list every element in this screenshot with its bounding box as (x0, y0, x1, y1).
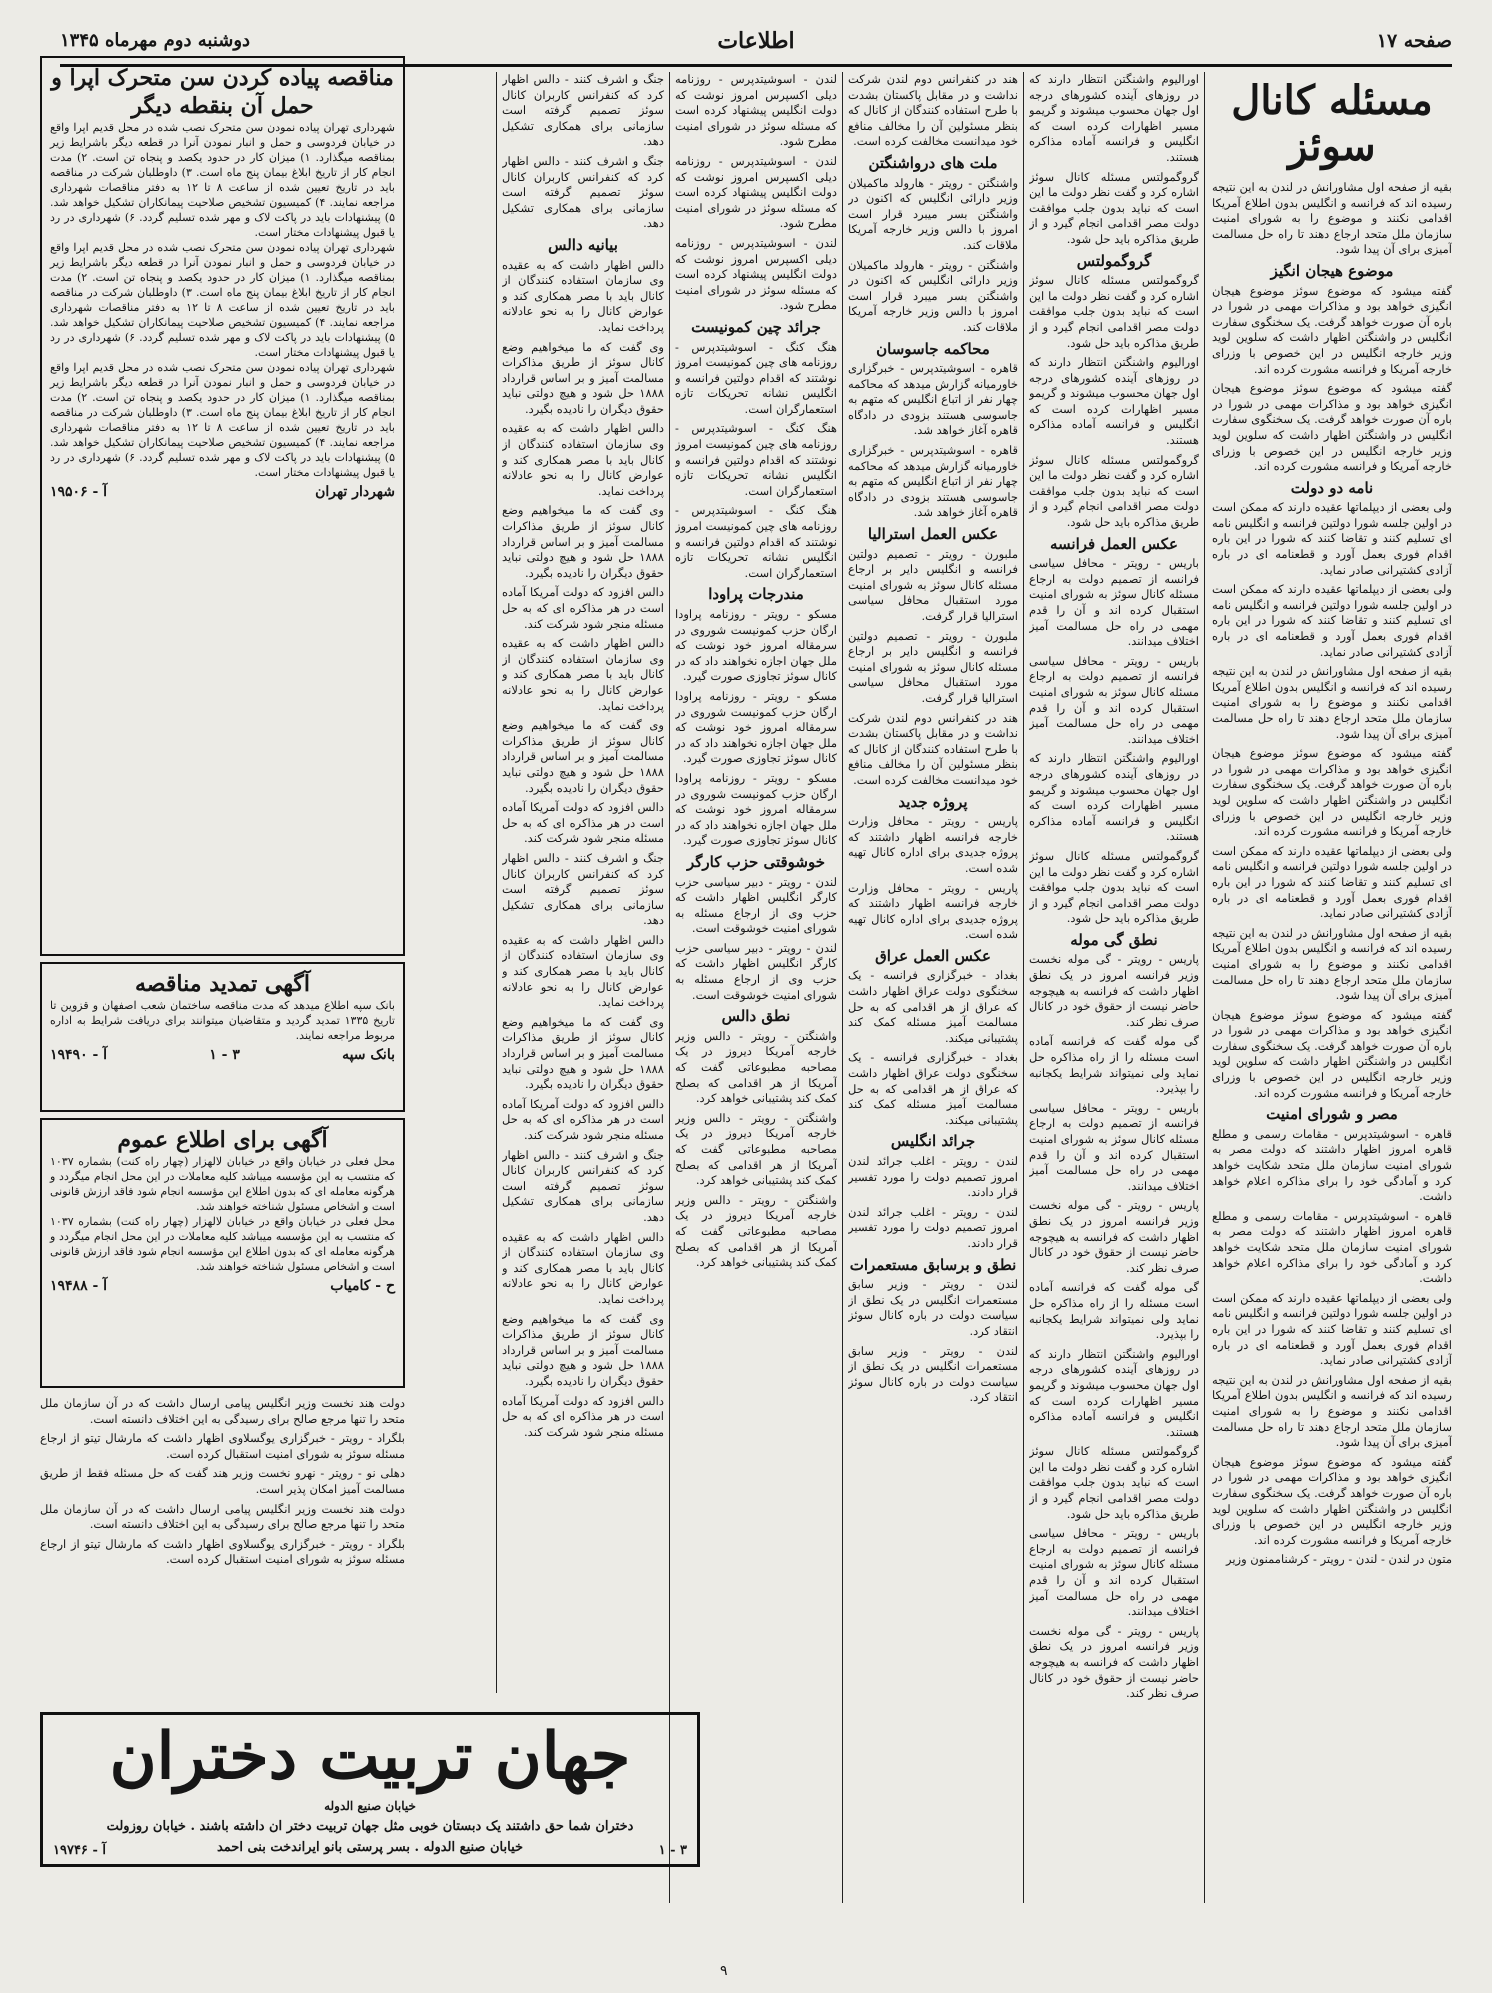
news-paragraph: مسکو - رویتر - روزنامه پراودا ارگان حزب کمونیست شوروی در سرمقاله امروز خود نوشت که ملل جهان اجازه نخواهند داد که در کانال سوئز تجاوزی صورت گیرد. (675, 688, 837, 766)
news-paragraph: پاریس - رویتر - گی موله نخست وزیر فرانسه امروز در یک نطق اظهار داشت که فرانسه به هیچوجه حاضر نیست از حقوق خود در کانال صرف نظر کند. (1029, 1623, 1199, 1701)
banner-subtitle: خیابان صنیع الدوله (324, 1799, 416, 1813)
public-notice-ad (40, 1118, 405, 1388)
tender-extension-ad (40, 962, 405, 1112)
news-column-3 (848, 72, 1018, 1903)
suez-article (1212, 72, 1452, 1903)
column-rule (1204, 72, 1205, 1903)
news-paragraph: واشنگتن - رویتر - هارولد ماکمیلان وزیر دارائی انگلیس که اکنون در واشنگتن بسر میبرد قرار است امروز با دالس وزیر خارجه آمریکا ملاقات کند. (848, 257, 1018, 334)
news-paragraph: دالس اظهار داشت که به عقیده وی سازمان استفاده کنندگان از کانال باید با مصر همکاری کند و عوارض کانال را به نحو عادلانه پرداخت نماید. (502, 932, 664, 1010)
suez-subhead: موضوع هیجان انگیز (1270, 261, 1394, 280)
news-subhead: جرائد انگلیس (890, 1132, 976, 1151)
column-rule (669, 72, 670, 1903)
news-paragraph: گروگمولتس مسئله کانال سوئز اشاره کرد و گفت نظر دولت ما این است که نباید بدون جلب موافقت دولت مصر اقدامی انجام گیرد و از طریق مذاکره باید حل شود. (1029, 848, 1199, 926)
ad-reference: آ - ۱۹۴۸۸ (50, 1278, 108, 1294)
news-paragraph: اورالیوم واشنگتن انتظار دارند که در روزهای آینده کشورهای درجه اول جهان محسوب میشوند و گریمو مسیر اظهارات کرده است که انگلیس و فرانسه آماده مذاکره هستند. (1029, 355, 1199, 448)
tender-ad-opera (40, 56, 405, 956)
news-paragraph: وی گفت که ما میخواهیم وضع کانال سوئز از طریق مذاکرات مسالمت آمیز و بر اساس قرارداد ۱۸۸۸ حل شود و هیچ دولتی نباید حقوق دیگران را نادیده بگیرد. (502, 339, 664, 416)
news-paragraph: واشنگتن - رویتر - دالس وزیر خارجه آمریکا دیروز در یک مصاحبه مطبوعاتی گفت که آمریکا از هر اقدامی که بصلح کمک کند پشتیبانی خواهد کرد. (675, 1110, 837, 1188)
news-paragraph: جنگ و اشرف کنند - دالس اظهار کرد که کنفرانس کاربران کانال سوئز تصمیم گرفته است سازمانی برای همکاری تشکیل دهد. (502, 153, 664, 231)
suez-paragraph: ولی بعضی از دیپلماتها عقیده دارند که ممکن است در اولین جلسه شورا دولتین فرانسه و انگلیس نامه ای تسلیم کنند و تقاضا کنند که شورا در این باره اقدام فوری بعمل آورد و قطعنامه ای در باره آزادی کشتیرانی صادر نماید. (1212, 843, 1452, 921)
news-paragraph: وی گفت که ما میخواهیم وضع کانال سوئز از طریق مذاکرات مسالمت آمیز و بر اساس قرارداد ۱۸۸۸ حل شود و هیچ دولتی نباید حقوق دیگران را نادیده بگیرد. (502, 1014, 664, 1092)
news-paragraph: واشنگتن - رویتر - دالس وزیر خارجه آمریکا دیروز در یک مصاحبه مطبوعاتی گفت که آمریکا از هر اقدامی که بصلح کمک کند پشتیبانی خواهد کرد. (675, 1192, 837, 1270)
news-paragraph: دالس افزود که دولت آمریکا آماده است در هر مذاکره ای که به حل مسئله منجر شود شرکت کند. (502, 1096, 664, 1142)
news-subhead: بیانیه دالس (548, 235, 618, 254)
suez-paragraph: ولی بعضی از دیپلماتها عقیده دارند که ممکن است در اولین جلسه شورا دولتین فرانسه و انگلیس نامه ای تسلیم کنند و تقاضا کنند که شورا در این باره اقدام فوری بعمل آورد و قطعنامه ای در باره آزادی کشتیرانی صادر نماید. (1212, 1290, 1452, 1368)
news-subhead: مندرجات پراودا (708, 585, 804, 604)
suez-paragraph: گفته میشود که موضوع سوئز موضوع هیجان انگیزی خواهد بود و مذاکرات مهمی در شورا در باره آن صورت خواهد گرفت. یک سخنگوی سفارت انگلیس در واشنگتن اظهار داشت که سلوین لوید وزیر خارجه انگلیس در این خصوص با وزرای خارجه آمریکا و فرانسه مشورت کرده اند. (1212, 381, 1452, 474)
ad-body: شهرداری تهران پیاده نمودن سن متحرک نصب شده در محل قدیم اپرا واقع در خیابان فردوسی و حمل و انبار نمودن آنرا در قطعه دیگر باشرایط زیر بمناقصه میگذارد. ۱) میزان کار در حدود یکصد و پنجاه تن است. ۲) مدت انجام کار از تاریخ ابلاغ بیمان پنج ماه است. ۳) داوطلبان شرکت در مناقصه باید در تاریخ تعیین شده از ساعت ۸ تا ۱۲ به دفتر مناقصات شهرداری مراجعه نمایند. ۴) کمیسیون تشخیص صلاحیت پیمانکاران تشکیل خواهد شد. ۵) پیشنهادات باید در پاکت لاک و مهر شده تسلیم گردد. ۶) شهرداری در رد یا قبول پیشنهادات مختار است. (50, 241, 396, 359)
news-column-6 (40, 1396, 405, 1703)
news-column-2 (1029, 72, 1199, 1903)
suez-paragraph: گفته میشود که موضوع سوئز موضوع هیجان انگیزی خواهد بود و مذاکرات مهمی در شورا در باره آن صورت خواهد گرفت. یک سخنگوی سفارت انگلیس در واشنگتن اظهار داشت که سلوین لوید وزیر خارجه انگلیس در این خصوص با وزرای خارجه آمریکا و فرانسه مشورت کرده اند. (1212, 283, 1452, 376)
news-paragraph: هنگ کنگ - اسوشیتدپرس - روزنامه های چین کمونیست امروز نوشتند که اقدام دولتین فرانسه و انگلیس نشانه تحریکات تازه استعمارگران است. (675, 339, 837, 416)
news-paragraph: مسکو - رویتر - روزنامه پراودا ارگان حزب کمونیست شوروی در سرمقاله امروز خود نوشت که ملل جهان اجازه نخواهند داد که در کانال سوئز تجاوزی صورت گیرد. (675, 770, 837, 848)
news-subhead: جرائد چین کمونیست (691, 317, 821, 336)
news-paragraph: اورالیوم واشنگتن انتظار دارند که در روزهای آینده کشورهای درجه اول جهان محسوب میشوند و گریمو مسیر اظهارات کرده است که انگلیس و فرانسه آماده مذاکره هستند. (1029, 1346, 1199, 1439)
page-number: ۹ (720, 1963, 728, 1979)
news-paragraph: گی موله گفت که فرانسه آماده است مسئله را از راه مذاکره حل نماید ولی نمیتواند شرایط یکجانبه را بپذیرد. (1029, 1280, 1199, 1342)
news-paragraph: پاریس - رویتر - گی موله نخست وزیر فرانسه امروز در یک نطق اظهار داشت که فرانسه به هیچوجه حاضر نیست از حقوق خود در کانال صرف نظر کند. (1029, 952, 1199, 1029)
suez-paragraph: ولی بعضی از دیپلماتها عقیده دارند که ممکن است در اولین جلسه شورا دولتین فرانسه و انگلیس نامه ای تسلیم کنند و تقاضا کنند که شورا در این باره اقدام فوری بعمل آورد و قطعنامه ای در باره آزادی کشتیرانی صادر نماید. (1212, 500, 1452, 577)
issue-date: دوشنبه دوم مهرماه ۱۳۴۵ (60, 30, 251, 51)
news-paragraph: گروگمولتس مسئله کانال سوئز اشاره کرد و گفت نظر دولت ما این است که نباید بدون جلب موافقت دولت مصر اقدامی انجام گیرد و از طریق مذاکره باید حل شود. (1029, 1444, 1199, 1521)
ad-reference: آ - ۱۹۵۰۶ (50, 484, 108, 500)
news-paragraph: لندن - اسوشیتدپرس - روزنامه دیلی اکسپرس امروز نوشت که دولت انگلیس پیشنهاد کرده است که مسئله سوئز در شورای امنیت مطرح شود. (675, 153, 837, 231)
news-subhead: ملت های درواشنگتن (868, 153, 998, 172)
banner-reference: آ - ۱۹۷۴۶ (53, 1843, 106, 1858)
news-subhead: گروگمولتس (1076, 251, 1152, 270)
ad-body: محل فعلی در خیابان واقع در خیابان لالهزار (چهار راه کنت) بشماره ۱۰۳۷ که منتسب به این مؤسسه میباشد کلیه معاملات در این محل انجام میگردد و هرگونه معامله ای که بدون اطلاع این مؤسسه انجام شود فاقد ارزش قانونی است و اشخاص مسئول شناخته خواهند شد. (50, 1155, 395, 1213)
news-paragraph: لندن - رویتر - اغلب جرائد لندن امروز تصمیم دولت را مورد تفسیر قرار دادند. (848, 1154, 1018, 1200)
paper-name: اطلاعات (717, 28, 795, 54)
news-paragraph: دولت هند نخست وزیر انگلیس پیامی ارسال داشت که در آن سازمان ملل متحد را تنها مرجع صالح برای رسیدگی به این اختلاف دانسته است. (40, 1501, 405, 1532)
news-paragraph: دالس اظهار داشت که به عقیده وی سازمان استفاده کنندگان از کانال باید با مصر همکاری کند و عوارض کانال را به نحو عادلانه پرداخت نماید. (502, 1229, 664, 1306)
ad-signature: شهردار تهران (315, 484, 395, 500)
news-paragraph: لندن - رویتر - دبیر سیاسی حزب کارگر انگلیس اظهار داشت که حزب وی از ارجاع مسئله به شورای امنیت خوشوقت است. (675, 874, 837, 936)
ad-signature: بانک سپه (342, 1047, 395, 1063)
ad-title: مناقصه پیاده کردن سن متحرک اپرا و حمل آن بنقطه دیگر (51, 65, 394, 119)
news-paragraph: قاهره - اسوشیتدپرس - خبرگزاری خاورمیانه گزارش میدهد که محاکمه چهار نفر از اتباع انگلیس که متهم به جاسوسی هستند بزودی در دادگاه قاهره آغاز خواهد شد. (848, 443, 1018, 520)
news-paragraph: دهلی نو - رویتر - نهرو نخست وزیر هند گفت که حل مسئله فقط از طریق مسالمت آمیز امکان پذیر است. (40, 1466, 405, 1496)
banner-line: خیابان صنیع الدوله . بسر پرستی بانو ایراندخت بنی احمد (216, 1840, 524, 1855)
suez-paragraph: بقیه از صفحه اول مشاورانش در لندن به این نتیجه رسیده اند که فرانسه و انگلیس بدون اطلاع آمریکا اقدامی نکنند و موضوع را به شورای امنیت سازمان ملل متحد ارجاع دهند تا راه حل مسالمت آمیزی برای آن پیدا شود. (1212, 1372, 1452, 1450)
news-paragraph: هند در کنفرانس دوم لندن شرکت نداشت و در مقابل پاکستان بشدت با طرح استفاده کنندگان از کانال که بنظر مسئولین آن را مخالف منافع خود میدانست مخالفت کرده است. (848, 710, 1018, 787)
news-paragraph: لندن - رویتر - وزیر سابق مستعمرات انگلیس در یک نطق از سیاست دولت در باره کانال سوئز انتقاد کرد. (848, 1343, 1018, 1405)
news-paragraph: بغداد - خبرگزاری فرانسه - یک سخنگوی دولت عراق اظهار داشت که عراق از هر اقدامی که به حل مسالمت آمیز مسئله کمک کند پشتیبانی میکند. (848, 1050, 1018, 1127)
page-label: صفحه ۱۷ (1376, 30, 1452, 52)
news-paragraph: لندن - رویتر - اغلب جرائد لندن امروز تصمیم دولت را مورد تفسیر قرار دادند. (848, 1204, 1018, 1250)
suez-headline: مسئله کانال سوئز (1231, 77, 1433, 170)
news-column-4 (675, 72, 837, 1903)
news-paragraph: باریس - رویتر - محافل سیاسی فرانسه از تصمیم دولت به ارجاع مسئله کانال سوئز به شورای امنیت استقبال کرده اند و آن را قدم مهمی در راه حل مسالمت آمیز اختلاف میدانند. (1029, 1100, 1199, 1193)
banner-line: دختران شما حق داشتند یک دبستان خوبی مثل جهان تربیت دختر ان داشته باشند . خیابان روزولت (106, 1819, 634, 1834)
news-paragraph: دالس افزود که دولت آمریکا آماده است در هر مذاکره ای که به حل مسئله منجر شود شرکت کند. (502, 585, 664, 631)
news-paragraph: گروگمولتس مسئله کانال سوئز اشاره کرد و گفت نظر دولت ما این است که نباید بدون جلب موافقت دولت مصر اقدامی انجام گیرد و از طریق مذاکره باید حل شود. (1029, 169, 1199, 246)
suez-paragraph: بقیه از صفحه اول مشاورانش در لندن به این نتیجه رسیده اند که فرانسه و انگلیس بدون اطلاع آمریکا اقدامی نکنند و موضوع را به شورای امنیت سازمان ملل متحد ارجاع دهند تا راه حل مسالمت آمیزی برای آن پیدا شود. (1212, 180, 1452, 257)
news-subhead: عکس العمل استرالیا (867, 525, 999, 544)
news-paragraph: وی گفت که ما میخواهیم وضع کانال سوئز از طریق مذاکرات مسالمت آمیز و بر اساس قرارداد ۱۸۸۸ حل شود و هیچ دولتی نباید حقوق دیگران را نادیده بگیرد. (502, 1311, 664, 1388)
news-paragraph: جنگ و اشرف کنند - دالس اظهار کرد که کنفرانس کاربران کانال سوئز تصمیم گرفته است سازمانی برای همکاری تشکیل دهد. (502, 850, 664, 928)
banner-title: جهان تربیت دختران (109, 1719, 631, 1794)
news-paragraph: اورالیوم واشنگتن انتظار دارند که در روزهای آینده کشورهای درجه اول جهان محسوب میشوند و گریمو مسیر اظهارات کرده است که انگلیس و فرانسه آماده مذاکره هستند. (1029, 751, 1199, 844)
news-paragraph: گی موله گفت که فرانسه آماده است مسئله را از راه مذاکره حل نماید ولی نمیتواند شرایط یکجانبه را بپذیرد. (1029, 1034, 1199, 1096)
suez-paragraph: قاهره - اسوشیتدپرس - مقامات رسمی و مطلع قاهره امروز اظهار داشتند که دولت مصر به شورای امنیت سازمان ملل متحد شکایت خواهد کرد و آمادگی خود را برای مذاکره اعلام خواهد داشت. (1212, 1208, 1452, 1286)
ad-signature: ح - کامیاب (330, 1278, 395, 1294)
news-subhead: عکس العمل فرانسه (1049, 534, 1179, 553)
news-paragraph: بلگراد - رویتر - خبرگزاری یوگسلاوی اظهار داشت که مارشال تیتو از ارجاع مسئله سوئز به شورای امنیت استقبال کرده است. (40, 1536, 405, 1567)
news-paragraph: لندن - رویتر - دبیر سیاسی حزب کارگر انگلیس اظهار داشت که حزب وی از ارجاع مسئله به شورای امنیت خوشوقت است. (675, 940, 837, 1002)
news-paragraph: ملبورن - رویتر - تصمیم دولتین فرانسه و انگلیس دایر بر ارجاع مسئله کانال سوئز به شورای امنیت مورد استقبال محافل سیاسی استرالیا قرار گرفت. (848, 546, 1018, 623)
suez-paragraph: بقیه از صفحه اول مشاورانش در لندن به این نتیجه رسیده اند که فرانسه و انگلیس بدون اطلاع آمریکا اقدامی نکنند و موضوع را به شورای امنیت سازمان ملل متحد ارجاع دهند تا راه حل مسالمت آمیزی برای آن پیدا شود. (1212, 664, 1452, 741)
ad-body: شهرداری تهران پیاده نمودن سن متحرک نصب شده در محل قدیم اپرا واقع در خیابان فردوسی و حمل و انبار نمودن آنرا در قطعه دیگر باشرایط زیر بمناقصه میگذارد. ۱) میزان کار در حدود یکصد و پنجاه تن است. ۲) مدت انجام کار از تاریخ ابلاغ بیمان پنج ماه است. ۳) داوطلبان شرکت در مناقصه باید در تاریخ تعیین شده از ساعت ۸ تا ۱۲ به دفتر مناقصات شهرداری مراجعه نمایند. ۴) کمیسیون تشخیص صلاحیت پیمانکاران تشکیل خواهد شد. ۵) پیشنهادات باید در پاکت لاک و مهر شده تسلیم گردد. ۶) شهرداری در رد یا قبول پیشنهادات مختار است. (50, 121, 396, 239)
news-subhead: پروژه جدید (898, 792, 968, 811)
news-paragraph: دالس افزود که دولت آمریکا آماده است در هر مذاکره ای که به حل مسئله منجر شود شرکت کند. (502, 800, 664, 846)
news-subhead: محاکمه جاسوسان (876, 339, 990, 358)
news-subhead: نطق گی موله (1070, 930, 1158, 949)
news-paragraph: قاهره - اسوشیتدپرس - خبرگزاری خاورمیانه گزارش میدهد که محاکمه چهار نفر از اتباع انگلیس که متهم به جاسوسی هستند بزودی در دادگاه قاهره آغاز خواهد شد. (848, 361, 1018, 438)
news-paragraph: وی گفت که ما میخواهیم وضع کانال سوئز از طریق مذاکرات مسالمت آمیز و بر اساس قرارداد ۱۸۸۸ حل شود و هیچ دولتی نباید حقوق دیگران را نادیده بگیرد. (502, 718, 664, 795)
suez-paragraph: گفته میشود که موضوع سوئز موضوع هیجان انگیزی خواهد بود و مذاکرات مهمی در شورا در باره آن صورت خواهد گرفت. یک سخنگوی سفارت انگلیس در واشنگتن اظهار داشت که سلوین لوید وزیر خارجه انگلیس در این خصوص با وزرای خارجه آمریکا و فرانسه مشورت کرده اند. (1212, 746, 1452, 839)
news-column-5 (502, 72, 664, 1693)
news-paragraph: بلگراد - رویتر - خبرگزاری یوگسلاوی اظهار داشت که مارشال تیتو از ارجاع مسئله سوئز به شورای امنیت استقبال کرده است. (40, 1431, 405, 1461)
suez-paragraph: گفته میشود که موضوع سوئز موضوع هیجان انگیزی خواهد بود و مذاکرات مهمی در شورا در باره آن صورت خواهد گرفت. یک سخنگوی سفارت انگلیس در واشنگتن اظهار داشت که سلوین لوید وزیر خارجه انگلیس در این خصوص با وزرای خارجه آمریکا و فرانسه مشورت کرده اند. (1212, 1454, 1452, 1547)
news-paragraph: باریس - رویتر - محافل سیاسی فرانسه از تصمیم دولت به ارجاع مسئله کانال سوئز به شورای امنیت استقبال کرده اند و آن را قدم مهمی در راه حل مسالمت آمیز اختلاف میدانند. (1029, 653, 1199, 746)
news-paragraph: واشنگتن - رویتر - هارولد ماکمیلان وزیر دارائی انگلیس که اکنون در واشنگتن بسر میبرد قرار است امروز با دالس وزیر خارجه آمریکا ملاقات کند. (848, 175, 1018, 252)
ad-body: بانک سپه اطلاع میدهد که مدت مناقصه ساختمان شعب اصفهان و قزوین تا تاریخ ۱۳۳۵ تمدید گردید و متقاضیان میتوانند برای دریافت شرایط به اداره مربوط مراجعه نمایند. (50, 999, 395, 1042)
suez-subhead: مصر و شورای امنیت (1266, 1105, 1398, 1124)
school-banner-ad (40, 1712, 700, 1867)
news-paragraph: واشنگتن - رویتر - دالس وزیر خارجه آمریکا دیروز در یک مصاحبه مطبوعاتی گفت که آمریکا از هر اقدامی که بصلح کمک کند پشتیبانی خواهد کرد. (675, 1028, 837, 1106)
news-paragraph: باریس - رویتر - محافل سیاسی فرانسه از تصمیم دولت به ارجاع مسئله کانال سوئز به شورای امنیت استقبال کرده اند و آن را قدم مهمی در راه حل مسالمت آمیز اختلاف میدانند. (1029, 1526, 1199, 1619)
column-rule (496, 72, 497, 1693)
suez-subhead: نامه دو دولت (1290, 478, 1374, 497)
news-paragraph: پاریس - رویتر - محافل وزارت خارجه فرانسه اظهار داشتند که پروژه جدیدی برای اداره کانال تهیه شده است. (848, 814, 1018, 875)
news-paragraph: هند در کنفرانس دوم لندن شرکت نداشت و در مقابل پاکستان بشدت با طرح استفاده کنندگان از کانال که بنظر مسئولین آن را مخالف منافع خود میدانست مخالفت کرده است. (848, 72, 1018, 149)
news-paragraph: وی گفت که ما میخواهیم وضع کانال سوئز از طریق مذاکرات مسالمت آمیز و بر اساس قرارداد ۱۸۸۸ حل شود و هیچ دولتی نباید حقوق دیگران را نادیده بگیرد. (502, 503, 664, 580)
news-paragraph: هنگ کنگ - اسوشیتدپرس - روزنامه های چین کمونیست امروز نوشتند که اقدام دولتین فرانسه و انگلیس نشانه تحریکات تازه استعمارگران است. (675, 503, 837, 580)
news-paragraph: لندن - رویتر - وزیر سابق مستعمرات انگلیس در یک نطق از سیاست دولت در باره کانال سوئز انتقاد کرد. (848, 1277, 1018, 1338)
news-paragraph: دالس اظهار داشت که به عقیده وی سازمان استفاده کنندگان از کانال باید با مصر همکاری کند و عوارض کانال را به نحو عادلانه پرداخت نماید. (502, 636, 664, 713)
news-paragraph: گروگمولتس مسئله کانال سوئز اشاره کرد و گفت نظر دولت ما این است که نباید بدون جلب موافقت دولت مصر اقدامی انجام گیرد و از طریق مذاکره باید حل شود. (1029, 273, 1199, 350)
news-paragraph: دالس اظهار داشت که به عقیده وی سازمان استفاده کنندگان از کانال باید با مصر همکاری کند و عوارض کانال را به نحو عادلانه پرداخت نماید. (502, 257, 664, 334)
suez-paragraph: گفته میشود که موضوع سوئز موضوع هیجان انگیزی خواهد بود و مذاکرات مهمی در شورا در باره آن صورت خواهد گرفت. یک سخنگوی سفارت انگلیس در واشنگتن اظهار داشت که سلوین لوید وزیر خارجه انگلیس در این خصوص با وزرای خارجه آمریکا و فرانسه مشورت کرده اند. (1212, 1007, 1452, 1100)
news-subhead: نطق و برسابق مستعمرات (849, 1255, 1017, 1274)
news-paragraph: دالس اظهار داشت که به عقیده وی سازمان استفاده کنندگان از کانال باید با مصر همکاری کند و عوارض کانال را به نحو عادلانه پرداخت نماید. (502, 421, 664, 498)
news-paragraph: پاریس - رویتر - گی موله نخست وزیر فرانسه امروز در یک نطق اظهار داشت که فرانسه به هیچوجه حاضر نیست از حقوق خود در کانال صرف نظر کند. (1029, 1198, 1199, 1275)
news-subhead: نطق دالس (721, 1007, 791, 1026)
news-paragraph: پاریس - رویتر - محافل وزارت خارجه فرانسه اظهار داشتند که پروژه جدیدی برای اداره کانال تهیه شده است. (848, 880, 1018, 942)
column-rule (842, 72, 843, 1903)
news-paragraph: بغداد - خبرگزاری فرانسه - یک سخنگوی دولت عراق اظهار داشت که عراق از هر اقدامی که به حل مسالمت آمیز مسئله کمک کند پشتیبانی میکند. (848, 968, 1018, 1045)
ad-title: آگهی تمدید مناقصه (135, 971, 310, 997)
banner-count: ۳ - ۱ (658, 1843, 687, 1858)
news-paragraph: هنگ کنگ - اسوشیتدپرس - روزنامه های چین کمونیست امروز نوشتند که اقدام دولتین فرانسه و انگلیس نشانه تحریکات تازه استعمارگران است. (675, 421, 837, 498)
suez-paragraph: ولی بعضی از دیپلماتها عقیده دارند که ممکن است در اولین جلسه شورا دولتین فرانسه و انگلیس نامه ای تسلیم کنند و تقاضا کنند که شورا در این باره اقدام فوری بعمل آورد و قطعنامه ای در باره آزادی کشتیرانی صادر نماید. (1212, 582, 1452, 659)
news-paragraph: ملبورن - رویتر - تصمیم دولتین فرانسه و انگلیس دایر بر ارجاع مسئله کانال سوئز به شورای امنیت مورد استقبال محافل سیاسی استرالیا قرار گرفت. (848, 628, 1018, 705)
ad-body: شهرداری تهران پیاده نمودن سن متحرک نصب شده در محل قدیم اپرا واقع در خیابان فردوسی و حمل و انبار نمودن آنرا در قطعه دیگر باشرایط زیر بمناقصه میگذارد. ۱) میزان کار در حدود یکصد و پنجاه تن است. ۲) مدت انجام کار از تاریخ ابلاغ بیمان پنج ماه است. ۳) داوطلبان شرکت در مناقصه باید در تاریخ تعیین شده از ساعت ۸ تا ۱۲ به دفتر مناقصات شهرداری مراجعه نمایند. ۴) کمیسیون تشخیص صلاحیت پیمانکاران تشکیل خواهد شد. ۵) پیشنهادات باید در پاکت لاک و مهر شده تسلیم گردد. ۶) شهرداری در رد یا قبول پیشنهادات مختار است. (50, 361, 396, 479)
suez-paragraph: بقیه از صفحه اول مشاورانش در لندن به این نتیجه رسیده اند که فرانسه و انگلیس بدون اطلاع آمریکا اقدامی نکنند و موضوع را به شورای امنیت سازمان ملل متحد ارجاع دهند تا راه حل مسالمت آمیزی برای آن پیدا شود. (1212, 925, 1452, 1003)
news-paragraph: باریس - رویتر - محافل سیاسی فرانسه از تصمیم دولت به ارجاع مسئله کانال سوئز به شورای امنیت استقبال کرده اند و آن را قدم مهمی در راه حل مسالمت آمیز اختلاف میدانند. (1029, 556, 1199, 649)
news-paragraph: لندن - اسوشیتدپرس - روزنامه دیلی اکسپرس امروز نوشت که دولت انگلیس پیشنهاد کرده است که مسئله سوئز در شورای امنیت مطرح شود. (675, 235, 837, 313)
ad-body: محل فعلی در خیابان واقع در خیابان لالهزار (چهار راه کنت) بشماره ۱۰۳۷ که منتسب به این مؤسسه میباشد کلیه معاملات در این محل انجام میگردد و هرگونه معامله ای که بدون اطلاع این مؤسسه انجام شود فاقد ارزش قانونی است و اشخاص مسئول شناخته خواهند شد. (50, 1215, 395, 1273)
news-paragraph: اورالیوم واشنگتن انتظار دارند که در روزهای آینده کشورهای درجه اول جهان محسوب میشوند و گریمو مسیر اظهارات کرده است که انگلیس و فرانسه آماده مذاکره هستند. (1029, 72, 1199, 164)
news-paragraph: مسکو - رویتر - روزنامه پراودا ارگان حزب کمونیست شوروی در سرمقاله امروز خود نوشت که ملل جهان اجازه نخواهند داد که در کانال سوئز تجاوزی صورت گیرد. (675, 607, 837, 684)
ad-count: ۳ - ۱ (209, 1047, 240, 1063)
news-paragraph: لندن - اسوشیتدپرس - روزنامه دیلی اکسپرس امروز نوشت که دولت انگلیس پیشنهاد کرده است که مسئله سوئز در شورای امنیت مطرح شود. (675, 72, 837, 149)
news-paragraph: جنگ و اشرف کنند - دالس اظهار کرد که کنفرانس کاربران کانال سوئز تصمیم گرفته است سازمانی برای همکاری تشکیل دهد. (502, 72, 664, 149)
news-subhead: خوشوقتی حزب کارگر (686, 852, 826, 871)
news-paragraph: دالس افزود که دولت آمریکا آماده است در هر مذاکره ای که به حل مسئله منجر شود شرکت کند. (502, 1393, 664, 1439)
news-subhead: عکس العمل عراق (875, 946, 991, 965)
news-paragraph: دولت هند نخست وزیر انگلیس پیامی ارسال داشت که در آن سازمان ملل متحد را تنها مرجع صالح برای رسیدگی به این اختلاف دانسته است. (40, 1396, 405, 1426)
column-rule (1023, 72, 1024, 1903)
suez-paragraph: متون در لندن - لندن - رویتر - کرشناممنون وزیر (1225, 1552, 1452, 1567)
suez-paragraph: قاهره - اسوشیتدپرس - مقامات رسمی و مطلع قاهره امروز اظهار داشتند که دولت مصر به شورای امنیت سازمان ملل متحد شکایت خواهد کرد و آمادگی خود را برای مذاکره اعلام خواهد داشت. (1212, 1126, 1452, 1204)
news-paragraph: گروگمولتس مسئله کانال سوئز اشاره کرد و گفت نظر دولت ما این است که نباید بدون جلب موافقت دولت مصر اقدامی انجام گیرد و از طریق مذاکره باید حل شود. (1029, 452, 1199, 530)
news-paragraph: جنگ و اشرف کنند - دالس اظهار کرد که کنفرانس کاربران کانال سوئز تصمیم گرفته است سازمانی برای همکاری تشکیل دهد. (502, 1147, 664, 1224)
ad-reference: آ - ۱۹۴۹۰ (50, 1047, 108, 1063)
ad-title: آگهی برای اطلاع عموم (117, 1127, 328, 1153)
